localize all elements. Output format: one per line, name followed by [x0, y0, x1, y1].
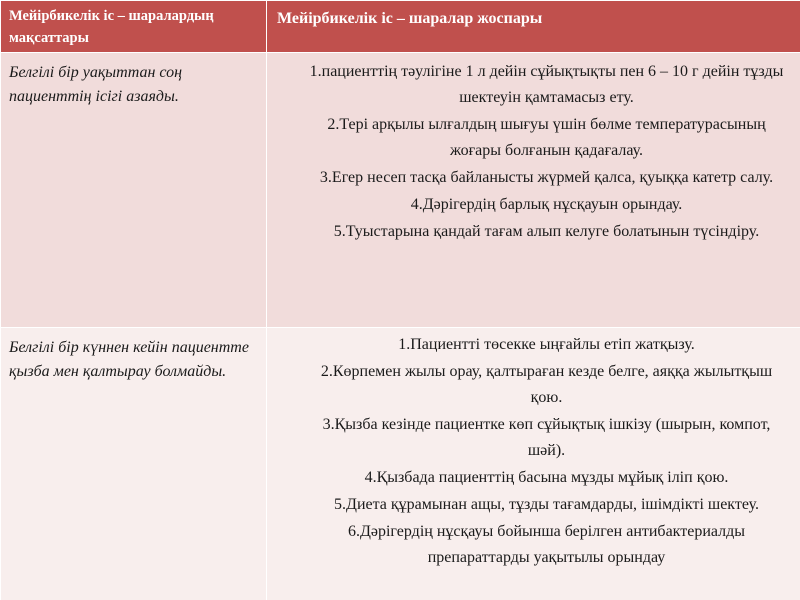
plan-item: 3.Қызба кезінде пациентке көп сұйықтық ішкізу (шырын, компот, шәй).: [322, 416, 771, 459]
plan-item: 4.Қызбада пациенттің басына мұзды мұйық іліп қою.: [364, 469, 729, 486]
plan-item: 2.Тері арқылы ылғалдың шығуы үшін бөлме температурасының жоғары болғанын қадағалау.: [327, 116, 766, 159]
plan-cell: [267, 328, 800, 600]
plan-item: 6.Дәрігердің нұсқауы бойынша берілген антибактериалды препараттарды уақытылы орындау: [347, 523, 746, 566]
table-header-row: [1, 1, 800, 53]
header-goals-text: Мейірбикелік іс – шаралардың мақсаттары: [9, 8, 214, 46]
goal-text: Белгілі бір уақыттан соң пациенттің ісігі азаяды.: [9, 64, 183, 105]
plan-item: 4.Дәрігердің барлық нұсқауын орындау.: [410, 196, 683, 213]
goal-text: Белгілі бір күннен кейін пациентте қызба мен қалтырау болмайды.: [9, 339, 249, 380]
plan-list: [267, 53, 800, 245]
table-row: [1, 328, 800, 600]
plan-item: 3.Егер несеп тасқа байланысты жүрмей қалса, қуыққа катетр салу.: [319, 169, 774, 186]
goal-cell: [1, 53, 267, 328]
plan-item: 1.Пациентті төсекке ыңғайлы етіп жатқызу.: [398, 336, 695, 353]
table-row: [1, 53, 800, 328]
header-plan-text: Мейірбикелік іс – шаралар жоспары: [277, 10, 543, 27]
header-goals-cell: [1, 1, 267, 53]
header-plan-cell: [267, 1, 800, 53]
plan-item: 1.пациенттің тәулігіне 1 л дейін сұйықтықты пен 6 – 10 г дейін тұзды шектеуін қамтамасыз ету.: [309, 63, 784, 106]
plan-item: 5.Туыстарына қандай тағам алып келуге болатынын түсіндіру.: [333, 223, 760, 240]
plan-list: [267, 328, 800, 571]
plan-item: 5.Диета құрамынан ащы, тұзды тағамдарды, ішімдікті шектеу.: [334, 496, 759, 513]
goal-cell: [1, 328, 267, 600]
plan-cell: [267, 53, 800, 328]
plan-item: 2.Көрпемен жылы орау, қалтыраған кезде белге, аяққа жылытқыш қою.: [320, 363, 773, 406]
